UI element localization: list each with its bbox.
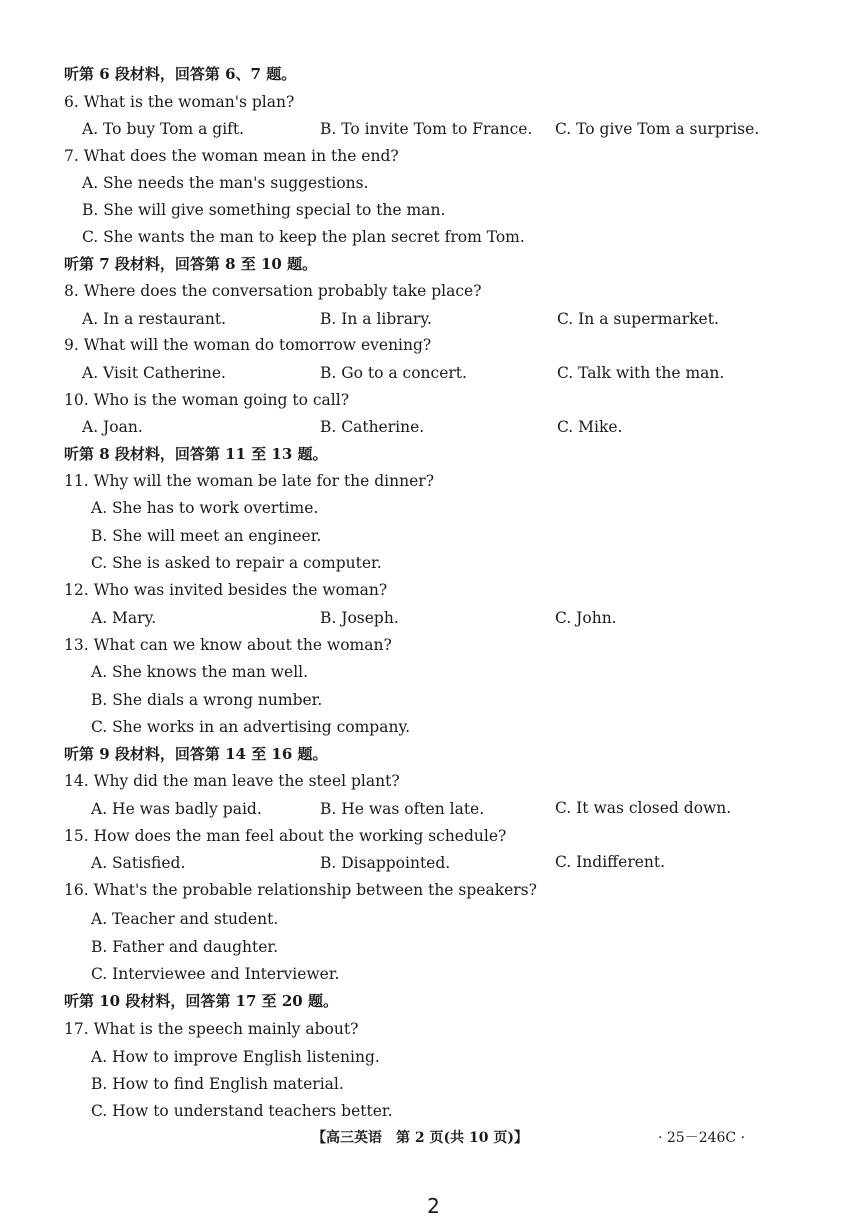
option-a: A. Visit Catherine. — [82, 364, 226, 382]
footer-code: · 25－246C · — [658, 1130, 746, 1146]
section-header: 听第 9 段材料，回答第 14 至 16 题。 — [64, 745, 328, 763]
question-stem: 7. What does the woman mean in the end? — [64, 147, 399, 165]
question-stem: 8. Where does the conversation probably take place? — [64, 282, 482, 300]
question-stem: 13. What can we know about the woman? — [64, 636, 392, 654]
option-c: C. Interviewee and Interviewer. — [91, 965, 340, 983]
question-stem: 17. What is the speech mainly about? — [64, 1020, 359, 1038]
question-stem: 14. Why did the man leave the steel plant? — [64, 772, 400, 790]
option-c: C. John. — [555, 609, 617, 627]
option-b: B. To invite Tom to France. — [320, 120, 533, 138]
option-c: C. Indifferent. — [555, 853, 666, 871]
option-c: C. She is asked to repair a computer. — [91, 554, 382, 572]
option-c: C. Talk with the man. — [557, 364, 725, 382]
option-b: B. She will meet an engineer. — [91, 527, 322, 545]
footer-title: 【高三英语 第 2 页(共 10 页)】 — [312, 1130, 528, 1146]
option-b: B. How to find English material. — [91, 1075, 344, 1093]
question-stem: 6. What is the woman's plan? — [64, 93, 295, 111]
option-b: B. Father and daughter. — [91, 938, 279, 956]
option-c: C. Mike. — [557, 418, 623, 436]
section-header: 听第 10 段材料，回答第 17 至 20 题。 — [64, 992, 338, 1010]
option-a: A. He was badly paid. — [91, 800, 262, 818]
option-a: A. Mary. — [91, 609, 157, 627]
option-b: B. In a library. — [320, 310, 432, 328]
option-a: A. She needs the man's suggestions. — [82, 174, 369, 192]
option-c: C. How to understand teachers better. — [91, 1102, 393, 1120]
option-a: A. She has to work overtime. — [91, 499, 319, 517]
option-c: C. She works in an advertising company. — [91, 718, 411, 736]
section-header: 听第 7 段材料，回答第 8 至 10 题。 — [64, 255, 318, 273]
option-a: A. How to improve English listening. — [91, 1048, 380, 1066]
option-a: A. Joan. — [82, 418, 143, 436]
option-c: C. It was closed down. — [555, 799, 732, 817]
option-c: C. To give Tom a surprise. — [555, 120, 760, 138]
option-a: A. In a restaurant. — [82, 310, 227, 328]
option-b: B. She dials a wrong number. — [91, 691, 323, 709]
question-stem: 9. What will the woman do tomorrow evening? — [64, 336, 432, 354]
question-stem: 10. Who is the woman going to call? — [64, 391, 350, 409]
option-b: B. Joseph. — [320, 609, 399, 627]
option-b: B. Disappointed. — [320, 854, 451, 872]
option-a: A. Teacher and student. — [91, 910, 279, 928]
question-stem: 12. Who was invited besides the woman? — [64, 581, 388, 599]
section-header: 听第 6 段材料，回答第 6、7 题。 — [64, 65, 297, 83]
question-stem: 15. How does the man feel about the working schedule? — [64, 827, 507, 845]
option-b: B. He was often late. — [320, 800, 485, 818]
option-b: B. Go to a concert. — [320, 364, 467, 382]
option-b: B. She will give something special to the man. — [82, 201, 446, 219]
section-header: 听第 8 段材料，回答第 11 至 13 题。 — [64, 445, 328, 463]
option-c: C. She wants the man to keep the plan secret from Tom. — [82, 228, 525, 246]
question-stem: 16. What's the probable relationship between the speakers? — [64, 881, 537, 899]
option-c: C. In a supermarket. — [557, 310, 719, 328]
page-number: 2 — [427, 1194, 440, 1218]
option-a: A. Satisfied. — [91, 854, 186, 872]
option-a: A. She knows the man well. — [91, 663, 309, 681]
option-a: A. To buy Tom a gift. — [82, 120, 245, 138]
question-stem: 11. Why will the woman be late for the dinner? — [64, 472, 435, 490]
option-b: B. Catherine. — [320, 418, 425, 436]
